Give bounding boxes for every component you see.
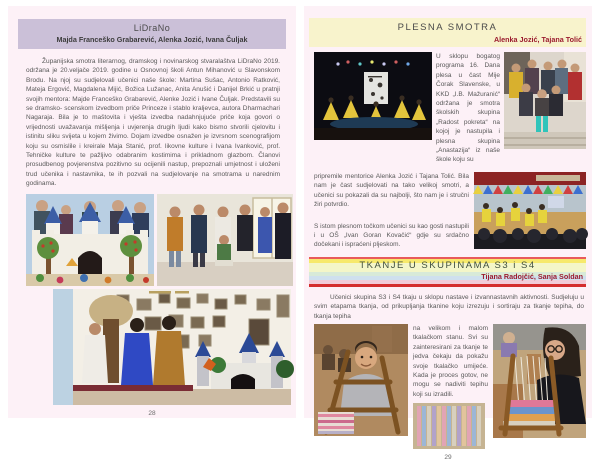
left-article-authors: Majda Franceško Grabarević, Alenka Jozić, Ivana Čuljak [56,35,248,44]
photo-performance-gallery [53,289,291,405]
section1-row [314,52,586,165]
left-photo-row [26,194,296,286]
left-article-title: LiDraNo [133,23,171,33]
section2-paragraph1: Učenici skupina S3 i S4 tkaju u sklopu nastave i izvannastavnih aktivnosti. Sudjeluju u svim etapama tkanja, od prikupljanja tkanine koju izrezuju i sortiraju za tkanje tepiha, do tkanja tepiha [314,293,584,320]
section1-column-text: U sklopu bogatog programa 16. Dana plesa u čast Mije Čorak Slavenske, u KKD „I.B. Mažuranić“ održana je smotra školskih skupina „Radost pokreta“ na kojoj je nastupila i plesna skupina „Anastazija“ iz naše škole koju su [436,53,500,164]
section1-authors: Alenka Jozić, Tajana Tolić [493,35,582,44]
photo-group-stairs [504,52,586,149]
photo-stage-dance [314,52,432,140]
left-article-paragraph: Županijska smotra literarnog, dramskog i novinarskog stvaralaštva LiDraNo 2019. održana je 20.veljače 2019. godine u Osnovnoj školi Antun Mihanović u Slavonskom Brodu. Na njoj su sudjelovali učenici naše škole: Martina Sušac, Antonio Ratković, Mateja Ergović, Magdalena Mijić, Božica Lužanac, Anita Anušić i Danijel Brkić u pratnji svojih mentora: Majde Franceško Grabarević, Alenke Jozić i Ivane Čuljak. Predstavili su se dramsko- scenskom izvedbom priče Princeze i stablo kraljevca, autora Dharmachari Nagaraja. Bila je to maštovita i vješta izvedba nadahnjujuće priče koja govori o vrijednosti uvažavanja mišljenja i uvjerenja drugih ljudi kako bismo stvorili cjelovitu i istinitu sliku svijeta u kojem živimo. Dojam izvedbe osnažen je izvrsnom scenografijom koju su osmislile i kreirale Maja Stanić, prof. likovne kulture i Ivana Ivanković, prof. Tehničke kulture te pažljivo odabranim kostimima i prikladnom glazbom. Članovi prosudbenog povjerenstva pozitivno su ocijenili nastup, prepoznali umjetnost i uloženi trud učenika i nastavnika, te ih pozvali na sudjelovanje na smotrama u narednim godinama. [26,58,280,188]
section1-row2 [314,172,586,250]
left-photo-bottom-wrap [53,289,296,405]
left-page [8,6,296,418]
section1-paragraph1: pripremile mentorice Alenka Jozić i Tajana Tolić. Bila nam je čast sudjelovati na tako velikoj smotri, a učenici su pokazali da su najbolji, što nam je i stručni žiri potvrdio. [314,172,469,209]
photo-group-hallway [157,194,293,286]
section1-title: PLESNA SMOTRA [397,22,498,33]
section2-middle-column [413,324,488,449]
section2-row [314,324,586,449]
right-page [304,6,592,461]
section1-header [309,18,586,47]
left-page-number: 28 [148,409,156,417]
section1-paragraph2: S istom plesnom točkom učenici su kao gosti nastupili i u OŠ „Ivan Goran Kovačić“ gdje su srdačno dočekani i ispraćeni pljeskom. [314,222,469,249]
section2-title: TKANJE U SKUPINAMA S3 i S4 [359,259,536,271]
left-article-header [18,19,286,49]
photo-woven-rug [413,403,485,449]
right-page-number: 29 [444,454,452,461]
photo-weaving-boy [314,324,408,436]
photo-gym-performance [474,172,586,249]
photo-weaving-girl [493,324,586,438]
section1-paragraphs [314,172,469,250]
section2-authors: Tijana Radojčić, Sanja Soldan [481,271,583,281]
section2-header [309,257,586,287]
section2-column-text: na velikom i malom tkalačkom stanu. Svi su zainteresirani za tkanje te jedva čekaju da pokažu svoje tkalačko umijeće. Kada je proces gotov, ne mogu se nadiviti tepihu koji su izradili. [413,324,488,398]
photo-castle-stage [26,194,154,286]
